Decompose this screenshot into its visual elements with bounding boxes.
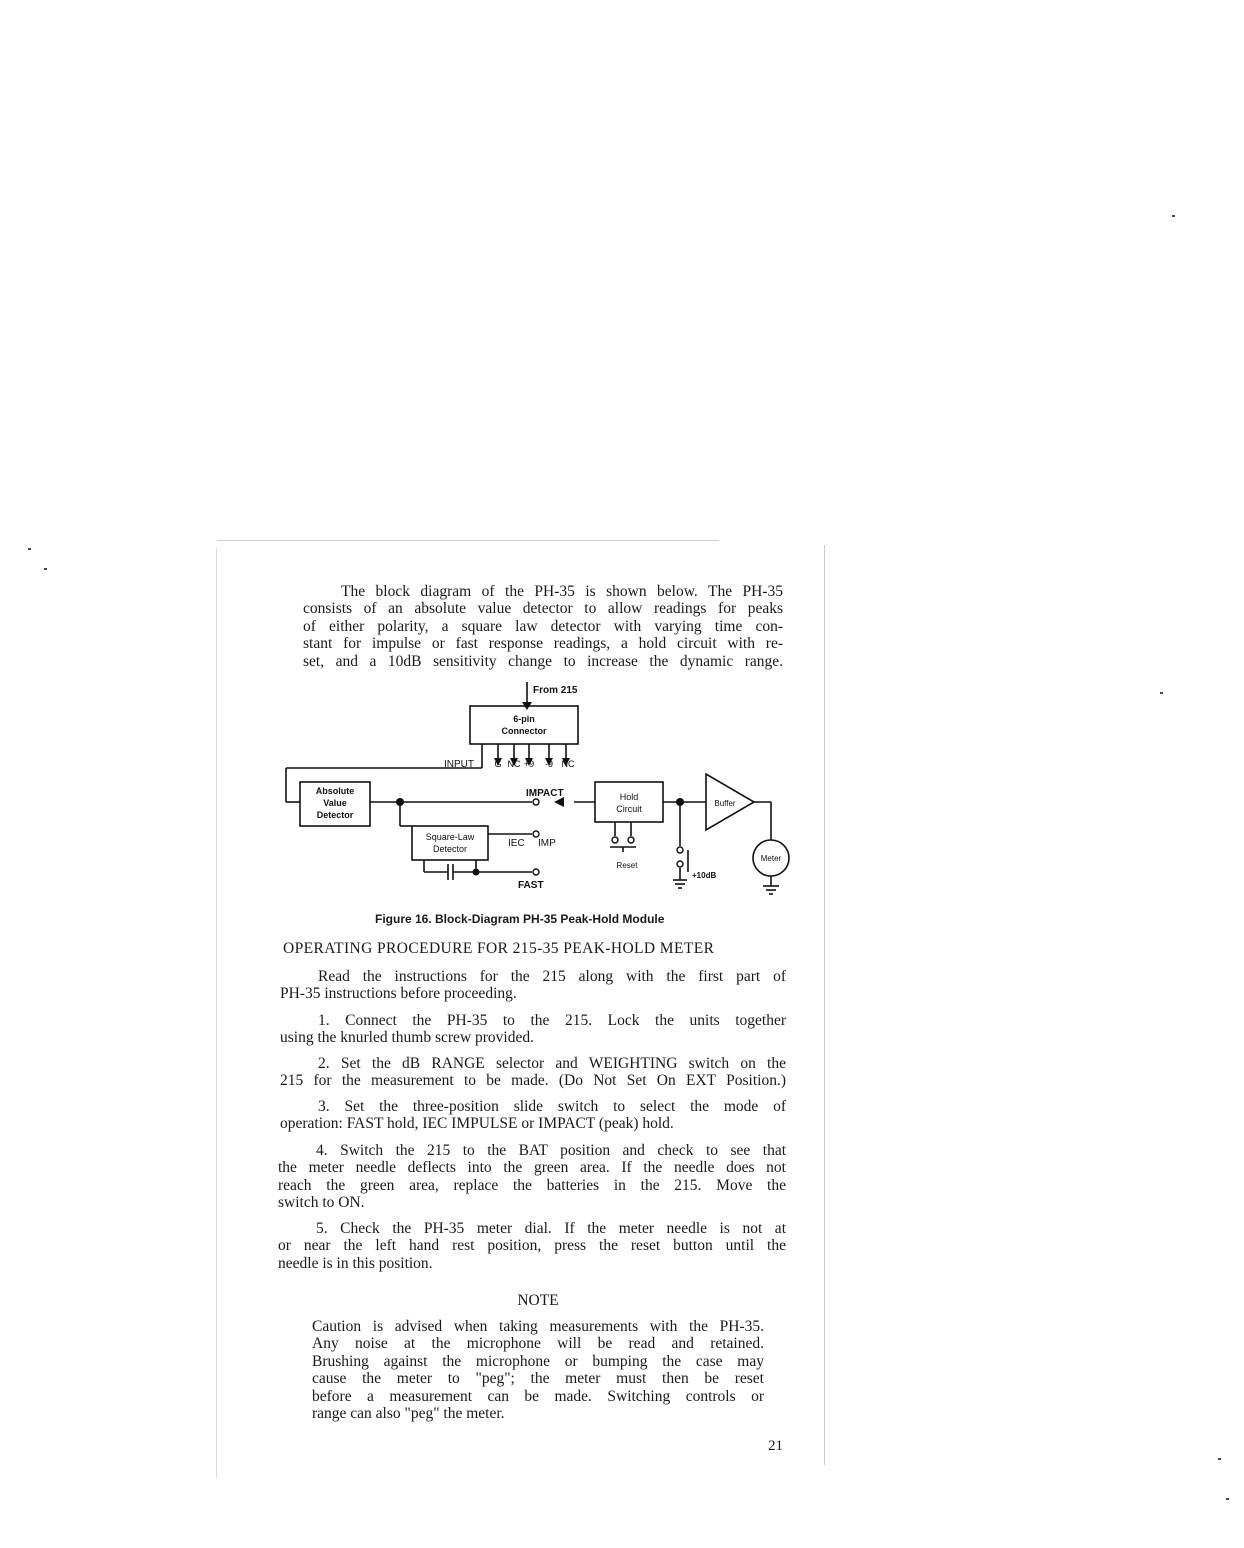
note-line: before a measurement can be made. Switching controls or (312, 1387, 764, 1405)
scan-speck (1218, 1458, 1221, 1460)
read-paragraph (280, 968, 786, 1003)
step-5 (278, 1220, 786, 1272)
note-line: Any noise at the microphone will be read and retained. (312, 1335, 764, 1353)
intro-line: stant for impulse or fast response readings, a hold circuit with re- (303, 635, 783, 653)
figure-caption: Figure 16. Block-Diagram PH-35 Peak-Hold Module (375, 912, 665, 926)
intro-line: set, and a 10dB sensitivity change to increase the dynamic range. (303, 652, 783, 670)
step-line: 3. Set the three-position slide switch to select the mode of (318, 1098, 786, 1115)
intro-line: consists of an absolute value detector to allow readings for peaks (303, 600, 783, 618)
fast-label: FAST (518, 880, 544, 891)
input-label: INPUT (444, 759, 474, 770)
intro-line: The block diagram of the PH-35 is shown below. The PH-35 (341, 583, 783, 600)
abs-detector-label-3: Detector (316, 810, 354, 820)
iec-label: IEC (508, 838, 525, 849)
impact-label: IMPACT (526, 788, 564, 799)
note-line: range can also "peg" the meter. (312, 1405, 505, 1423)
block-diagram (270, 676, 810, 906)
abs-detector-label-1: Absolute (315, 786, 355, 796)
plus10db-label: +10dB (692, 871, 717, 880)
sq-detector-label-2: Detector (432, 844, 468, 854)
connector-label-1: 6-pin (513, 714, 535, 724)
note-line: Caution is advised when taking measurements with the PH-35. (312, 1318, 764, 1335)
step-line: using the knurled thumb screw provided. (280, 1029, 534, 1047)
step-line: operation: FAST hold, IEC IMPULSE or IMPACT (peak) hold. (280, 1115, 674, 1133)
buffer-label: Buffer (714, 799, 736, 808)
pin-label: NC (507, 759, 521, 769)
page-right-edge (824, 545, 825, 1465)
pin-label: +9 (523, 759, 535, 769)
read-line: PH-35 instructions before proceeding. (280, 985, 517, 1003)
step-line: switch to ON. (278, 1194, 365, 1212)
intro-paragraph (303, 583, 783, 670)
step-line: or near the left hand rest position, press the reset button until the (278, 1237, 786, 1255)
note-heading: NOTE (517, 1292, 559, 1309)
connector-label-2: Connector (501, 726, 547, 736)
page-number: 21 (768, 1438, 783, 1454)
imp-label: IMP (538, 838, 556, 849)
step-line: 1. Connect the PH-35 to the 215. Lock the units together (318, 1012, 786, 1029)
pin-label: NC (561, 759, 575, 769)
step-line: 5. Check the PH-35 meter dial. If the meter needle is not at (316, 1220, 786, 1237)
step-3 (280, 1098, 786, 1133)
from-label: From 215 (533, 685, 578, 696)
step-2 (280, 1055, 786, 1090)
hold-label-2: Circuit (616, 804, 642, 814)
hold-circuit-block (595, 782, 663, 822)
connector-block (470, 706, 578, 744)
abs-detector-label-2: Value (323, 798, 347, 808)
page-left-edge (216, 548, 217, 1478)
page-top-edge (218, 540, 718, 541)
pin-label: -9 (544, 759, 554, 769)
scan-speck (1160, 692, 1163, 694)
step-4 (278, 1142, 786, 1212)
scan-speck (44, 568, 47, 570)
intro-line: of either polarity, a square law detector with varying time con- (303, 617, 783, 635)
meter-label: Meter (760, 854, 782, 863)
hold-label-1: Hold (619, 792, 639, 802)
step-line: 215 for the measurement to be made. (Do Not Set On EXT Position.) (280, 1072, 786, 1090)
scan-speck (28, 548, 31, 550)
note-line: Brushing against the microphone or bumping the case may (312, 1352, 764, 1370)
read-line: Read the instructions for the 215 along with the first part of (318, 968, 786, 985)
step-1 (280, 1012, 786, 1047)
scan-speck (1172, 215, 1175, 217)
step-line: 4. Switch the 215 to the BAT position and check to see that (316, 1142, 786, 1159)
section-heading: OPERATING PROCEDURE FOR 215-35 PEAK-HOLD METER (283, 940, 715, 957)
scan-speck (1226, 1498, 1229, 1500)
note-paragraph (312, 1318, 764, 1422)
step-line: 2. Set the dB RANGE selector and WEIGHTING switch on the (318, 1055, 786, 1072)
step-line: reach the green area, replace the batteries in the 215. Move the (278, 1176, 786, 1194)
pin-label: G (494, 759, 502, 769)
note-line: cause the meter to "peg"; the meter must then be reset (312, 1370, 764, 1388)
reset-label: Reset (616, 861, 638, 870)
step-line: the meter needle deflects into the green area. If the needle does not (278, 1159, 786, 1177)
step-line: needle is in this position. (278, 1254, 433, 1272)
sq-detector-label-1: Square-Law (425, 832, 475, 842)
